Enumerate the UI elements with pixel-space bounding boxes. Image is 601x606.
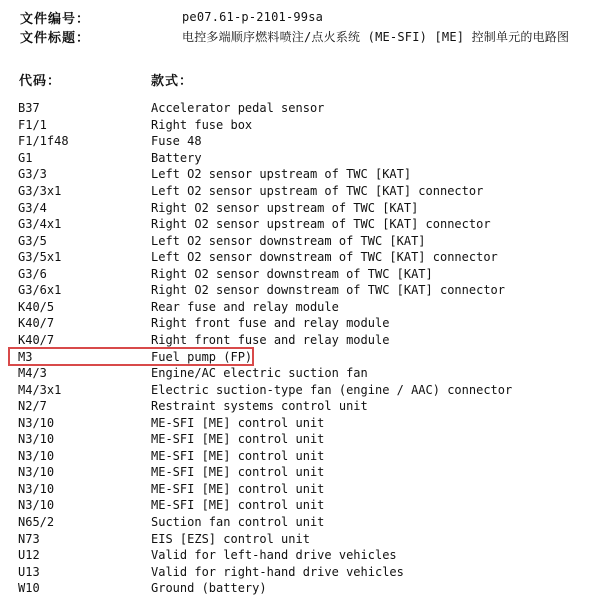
component-code: N3/10 — [18, 465, 55, 480]
component-code: G3/3 — [18, 167, 47, 182]
component-code: M3 — [18, 349, 33, 364]
component-code: N65/2 — [18, 515, 55, 529]
component-description: ME-SFI [ME] control unit — [151, 481, 325, 496]
component-code: G3/3x1 — [18, 184, 62, 198]
component-description: Electric suction-type fan (engine / AAC) connector — [151, 382, 513, 397]
list-item — [18, 150, 202, 167]
list-item — [18, 530, 310, 547]
component-description: Suction fan control unit — [151, 515, 325, 529]
list-item — [18, 100, 324, 117]
component-code: N3/10 — [18, 481, 55, 496]
component-description: EIS [EZS] control unit — [151, 531, 310, 546]
list-item — [18, 133, 202, 150]
component-description: ME-SFI [ME] control unit — [151, 498, 325, 513]
component-code: F1/1f48 — [18, 134, 69, 149]
list-item — [18, 398, 368, 415]
component-description: Valid for right-hand drive vehicles — [151, 564, 404, 579]
list-item — [18, 332, 389, 349]
table-header — [19, 70, 193, 88]
component-code: N3/10 — [18, 432, 55, 447]
component-description: Right front fuse and relay module — [151, 332, 390, 347]
component-description: ME-SFI [ME] control unit — [151, 465, 325, 480]
component-code: F1/1 — [18, 117, 47, 132]
list-item — [18, 183, 483, 200]
component-description: Accelerator pedal sensor — [151, 101, 325, 116]
component-description: Battery — [151, 150, 202, 165]
component-description: Left O2 sensor downstream of TWC [KAT] connector — [151, 250, 498, 265]
list-item — [18, 249, 498, 266]
component-description: ME-SFI [ME] control unit — [151, 415, 325, 430]
component-code: G3/5 — [18, 233, 47, 248]
component-code: G3/6 — [18, 266, 47, 281]
component-description: ME-SFI [ME] control unit — [151, 432, 325, 447]
list-item — [18, 464, 324, 481]
component-description: Restraint systems control unit — [151, 399, 368, 414]
list-item — [18, 514, 324, 531]
list-item — [18, 481, 324, 498]
list-item — [18, 199, 418, 216]
component-code: N3/10 — [18, 415, 55, 430]
code-header: 代码： — [19, 73, 62, 89]
component-description: Right O2 sensor upstream of TWC [KAT] connector — [151, 217, 491, 232]
list-item — [18, 414, 324, 431]
component-description: Left O2 sensor downstream of TWC [KAT] — [151, 233, 426, 248]
list-item — [18, 365, 368, 382]
list-item — [18, 117, 252, 134]
component-description: Rear fuse and relay module — [151, 299, 339, 314]
file-title-label: 文件标题： — [20, 30, 91, 46]
highlight-box — [8, 347, 254, 366]
component-code: U12 — [18, 548, 40, 563]
component-description: Ground (battery) — [151, 581, 267, 596]
component-code: U13 — [18, 564, 40, 579]
component-description: Fuse 48 — [151, 134, 202, 149]
list-item — [18, 216, 491, 233]
file-number-value: pe07.61-p-2101-99sa — [182, 10, 324, 24]
component-code: N73 — [18, 531, 40, 546]
list-item — [18, 282, 505, 299]
component-code: N3/10 — [18, 448, 55, 463]
component-code: N3/10 — [18, 498, 55, 513]
list-item — [18, 232, 426, 249]
list-item — [18, 315, 389, 332]
component-code: G1 — [18, 150, 33, 165]
component-description: Left O2 sensor upstream of TWC [KAT] connector — [151, 184, 484, 198]
list-item — [18, 299, 339, 316]
component-code: G3/4 — [18, 200, 47, 215]
component-description: Right O2 sensor downstream of TWC [KAT] connector — [151, 283, 506, 298]
list-item — [18, 563, 404, 580]
component-code: M4/3 — [18, 366, 47, 381]
list-item — [18, 381, 512, 398]
component-code: G3/5x1 — [18, 250, 62, 265]
component-description: Right fuse box — [151, 117, 253, 132]
component-description: Fuel pump (FP) — [151, 349, 253, 364]
file-number-label: 文件编号： — [20, 11, 91, 27]
component-description: Left O2 sensor upstream of TWC [KAT] — [151, 167, 412, 182]
file-title-value: 电控多端顺序燃料喷注/点火系统 (ME-SFI) [ME] 控制单元的电路图 — [182, 29, 570, 44]
list-item — [18, 497, 324, 514]
component-code: K40/7 — [18, 332, 55, 347]
list-item — [18, 547, 397, 564]
list-item — [18, 448, 324, 465]
file-title-row — [20, 27, 569, 45]
list-item — [18, 580, 267, 597]
component-description: Right O2 sensor upstream of TWC [KAT] — [151, 200, 419, 215]
component-code: G3/6x1 — [18, 283, 62, 298]
component-description: ME-SFI [ME] control unit — [151, 448, 325, 463]
component-code: G3/4x1 — [18, 217, 62, 232]
component-code: K40/5 — [18, 299, 55, 314]
list-item — [18, 431, 324, 448]
component-code: M4/3x1 — [18, 382, 62, 397]
list-item — [18, 266, 433, 283]
component-code: N2/7 — [18, 399, 47, 414]
model-header: 款式： — [151, 73, 194, 89]
file-number-row — [20, 8, 323, 26]
component-description: Right front fuse and relay module — [151, 316, 390, 331]
component-code: W10 — [18, 581, 40, 596]
component-code: B37 — [18, 101, 40, 116]
list-item — [18, 166, 411, 183]
component-description: Engine/AC electric suction fan — [151, 366, 368, 381]
component-description: Valid for left-hand drive vehicles — [151, 548, 397, 563]
component-description: Right O2 sensor downstream of TWC [KAT] — [151, 266, 433, 281]
component-code: K40/7 — [18, 316, 55, 331]
